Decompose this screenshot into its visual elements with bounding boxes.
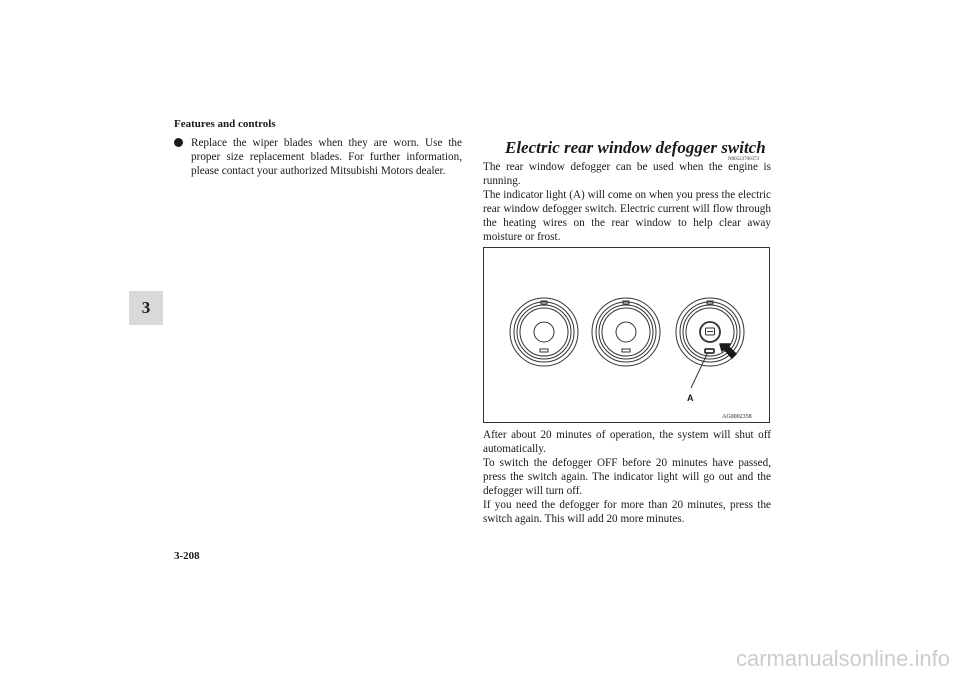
paragraph-auto-off: After about 20 minutes of operation, the system will shut off automatically. <box>483 429 771 455</box>
figure-code: AG0002358 <box>722 414 752 420</box>
section-header: Features and controls <box>174 118 276 130</box>
paragraph-engine: The rear window defogger can be used when the engine is running. <box>483 161 771 187</box>
page-number: 3-208 <box>174 550 200 562</box>
paragraph-indicator: The indicator light (A) will come on when you press the electric rear window defogger switch. Electric current will flow through the heating wires on the rear window to help clear away moisture or frost. <box>483 189 771 243</box>
dial-illustration <box>484 248 769 422</box>
bullet-item <box>174 136 462 178</box>
defogger-figure <box>483 247 770 423</box>
bullet-icon <box>174 138 183 147</box>
chapter-number: 3 <box>141 298 151 317</box>
chapter-tab <box>129 291 163 325</box>
dial-left <box>510 298 578 366</box>
section-code: N00523700373 <box>728 157 760 162</box>
watermark: carmanualsonline.info <box>735 646 950 671</box>
bullet-text: Replace the wiper blades when they are worn. Use the proper size replacement blades. For further information, please contact your authorized Mitsubishi Motors dealer. <box>191 137 462 177</box>
paragraph-extend: If you need the defogger for more than 20 minutes, press the switch again. This will add 20 more minutes. <box>483 499 771 525</box>
callout-label: A <box>687 393 694 403</box>
section-title: Electric rear window defogger switch <box>505 138 766 157</box>
paragraph-switch-off: To switch the defogger OFF before 20 minutes have passed, press the switch again. The indicator light will go out and the defogger will turn off. <box>483 457 771 497</box>
dial-middle <box>592 298 660 366</box>
